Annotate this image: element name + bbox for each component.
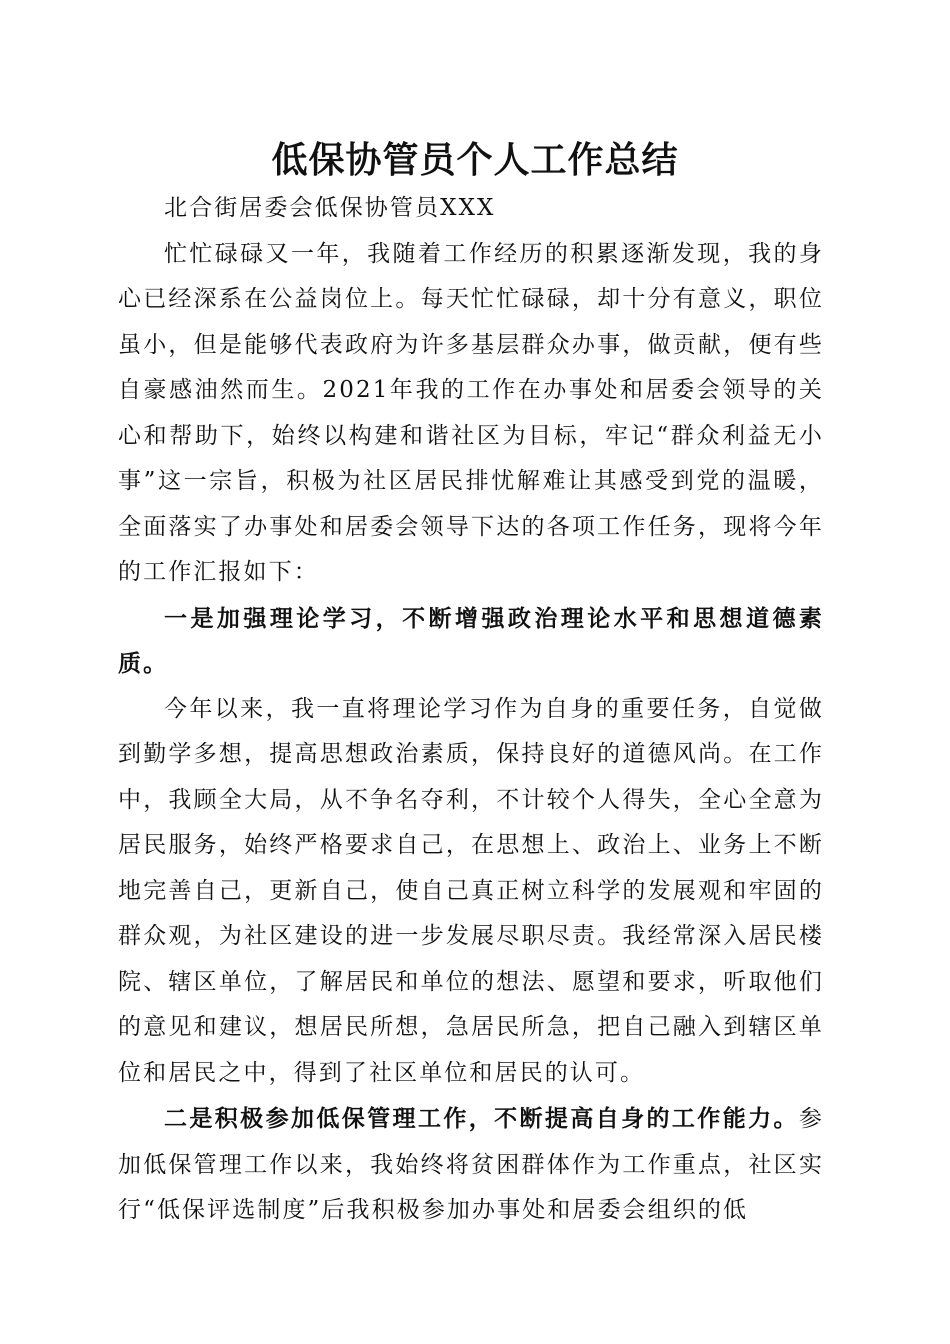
paragraph-low-income-text: 参加低保管理工作以来，我始终将贫困群体作为工作重点，社区实行“低保评选制度”后我积极参加办事处和居委会组织的低 [118,1106,824,1223]
document-body [118,186,824,1234]
paragraph-theory-study: 今年以来，我一直将理论学习作为自身的重要任务，自觉做到勤学多想，提高思想政治素质，保持良好的道德风尚。在工作中，我顾全大局，从不争名夺利，不计较个人得失，全心全意为居民服务，始终严格要求自己，在思想上、政治上、业务上不断地完善自己，更新自己，使自己真正树立科学的发展观和牢固的群众观，为社区建设的进一步发展尽职尽责。我经常深入居民楼院、辖区单位，了解居民和单位的想法、愿望和要求，听取他们的意见和建议，想居民所想，急居民所急，把自己融入到辖区单位和居民之中，得到了社区单位和居民的认可。 [118,695,824,1086]
section-heading-2: 二是积极参加低保管理工作，不断提高自身的工作能力。 [164,1105,799,1132]
document-title: 低保协管员个人工作总结 [271,139,679,181]
paragraph-intro: 忙忙碌碌又一年，我随着工作经历的积累逐渐发现，我的身心已经深系在公益岗位上。每天忙忙碌碌，却十分有意义，职位虽小，但是能够代表政府为许多基层群众办事，做贡献，便有些自豪感油然而生。2021年我的工作在办事处和居委会领导的关心和帮助下，始终以构建和谐社区为目标，牢记“群众利益无小事”这一宗旨，积极为社区居民排忧解难让其感受到党的温暖，全面落实了办事处和居委会领导下达的各项工作任务，现将今年的工作汇报如下： [118,240,824,585]
paragraph-low-income-work [118,1096,824,1234]
author-line: 北合街居委会低保协管员XXX [164,195,496,221]
section-heading-1: 一是加强理论学习，不断增强政治理论水平和思想道德素质。 [118,604,824,677]
